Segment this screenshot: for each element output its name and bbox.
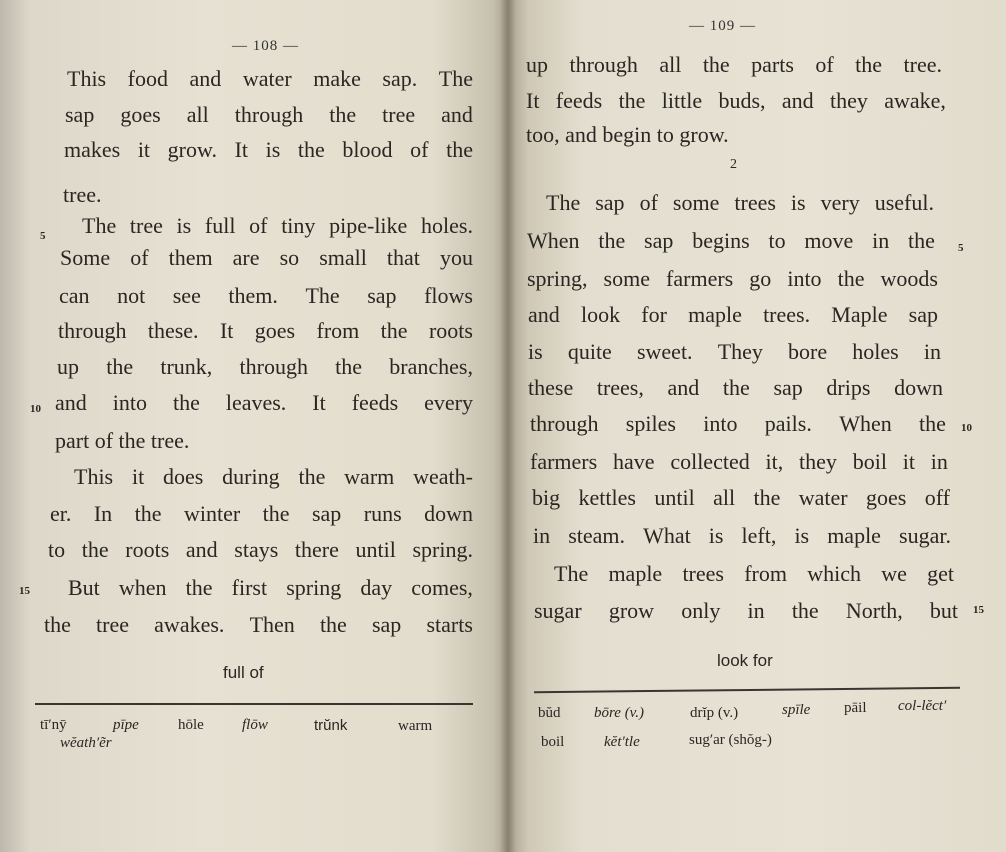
text-line: farmers have collected it, they boil it in (530, 449, 948, 474)
text-line: This food and water make sap. The (67, 66, 473, 91)
text-line: can not see them. The sap flows (59, 283, 473, 308)
text-line: big kettles until all the water goes off (532, 485, 950, 510)
text-line: But when the first spring day comes, (68, 575, 473, 600)
text-line: the tree awakes. Then the sap starts (44, 612, 473, 637)
text-line: through spiles into pails. When the (530, 411, 946, 436)
line-number-15: 15 (973, 604, 984, 616)
vocab-word: col-lĕct′ (898, 698, 947, 714)
vocab-word: wĕath′ẽr (60, 735, 112, 751)
book-gutter (500, 0, 516, 852)
line-number-10: 10 (961, 422, 972, 434)
text-line: to the roots and stays there until spring. (48, 537, 473, 562)
text-line: The sap of some trees is very useful. (546, 190, 934, 215)
text-line: through these. It goes from the roots (58, 318, 473, 343)
vocab-word: drĭp (v.) (690, 705, 739, 721)
divider-rule (534, 687, 960, 693)
text-line: in steam. What is left, is maple sugar. (533, 523, 951, 548)
vocab-word: flōw (242, 717, 268, 733)
text-line: er. In the winter the sap runs down (50, 501, 473, 526)
text-line: and look for maple trees. Maple sap (528, 302, 938, 327)
vocab-word: pīpe (113, 717, 139, 733)
vocab-word: bŭd (538, 705, 561, 721)
vocab-word: sug′ar (shŏg-) (689, 732, 772, 748)
text-line: It feeds the little buds, and they awake, (526, 88, 946, 113)
vocab-word: trŭnk (314, 717, 348, 734)
vocab-word: pāil (844, 700, 867, 716)
text-line: these trees, and the sap drips down (528, 375, 943, 400)
text-line: sugar grow only in the North, but (534, 598, 958, 623)
text-line: Some of them are so small that you (60, 245, 473, 270)
page-number-109: — 109 — (689, 18, 756, 34)
section-number: 2 (730, 157, 737, 172)
vocab-word: warm (398, 718, 433, 734)
text-line: When the sap begins to move in the (527, 228, 935, 253)
text-line: too, and begin to grow. (526, 122, 729, 147)
line-number-10: 10 (30, 403, 41, 415)
vocab-word: tī′nȳ (40, 717, 67, 733)
vocab-word: spīle (782, 702, 811, 718)
text-line: up through all the parts of the tree. (526, 52, 942, 77)
vocab-word: hōle (178, 717, 204, 733)
line-number-5: 5 (958, 242, 964, 254)
text-line: sap goes all through the tree and (65, 102, 473, 127)
text-line: up the trunk, through the branches, (57, 354, 473, 379)
vocab-word: kĕt′tle (604, 734, 640, 750)
text-line: The tree is full of tiny pipe-like holes. (82, 213, 473, 238)
divider-rule (35, 703, 473, 705)
text-line: makes it grow. It is the blood of the (64, 137, 473, 162)
line-number-15: 15 (19, 585, 30, 597)
line-number-5: 5 (40, 230, 46, 242)
text-line: This it does during the warm weath- (74, 464, 473, 489)
vocab-word: boil (541, 734, 565, 750)
text-line: part of the tree. (55, 428, 190, 453)
page-number-108: — 108 — (232, 38, 299, 54)
text-line: is quite sweet. They bore holes in (528, 339, 941, 364)
text-line: The maple trees from which we get (554, 561, 954, 586)
text-line: tree. (63, 182, 102, 207)
text-line: spring, some farmers go into the woods (527, 266, 938, 291)
phrase-full-of: full of (223, 663, 264, 682)
phrase-look-for: look for (717, 651, 773, 670)
right-page (508, 0, 1006, 852)
vocab-word: bōre (v.) (594, 705, 644, 721)
text-line: and into the leaves. It feeds every (55, 390, 473, 415)
